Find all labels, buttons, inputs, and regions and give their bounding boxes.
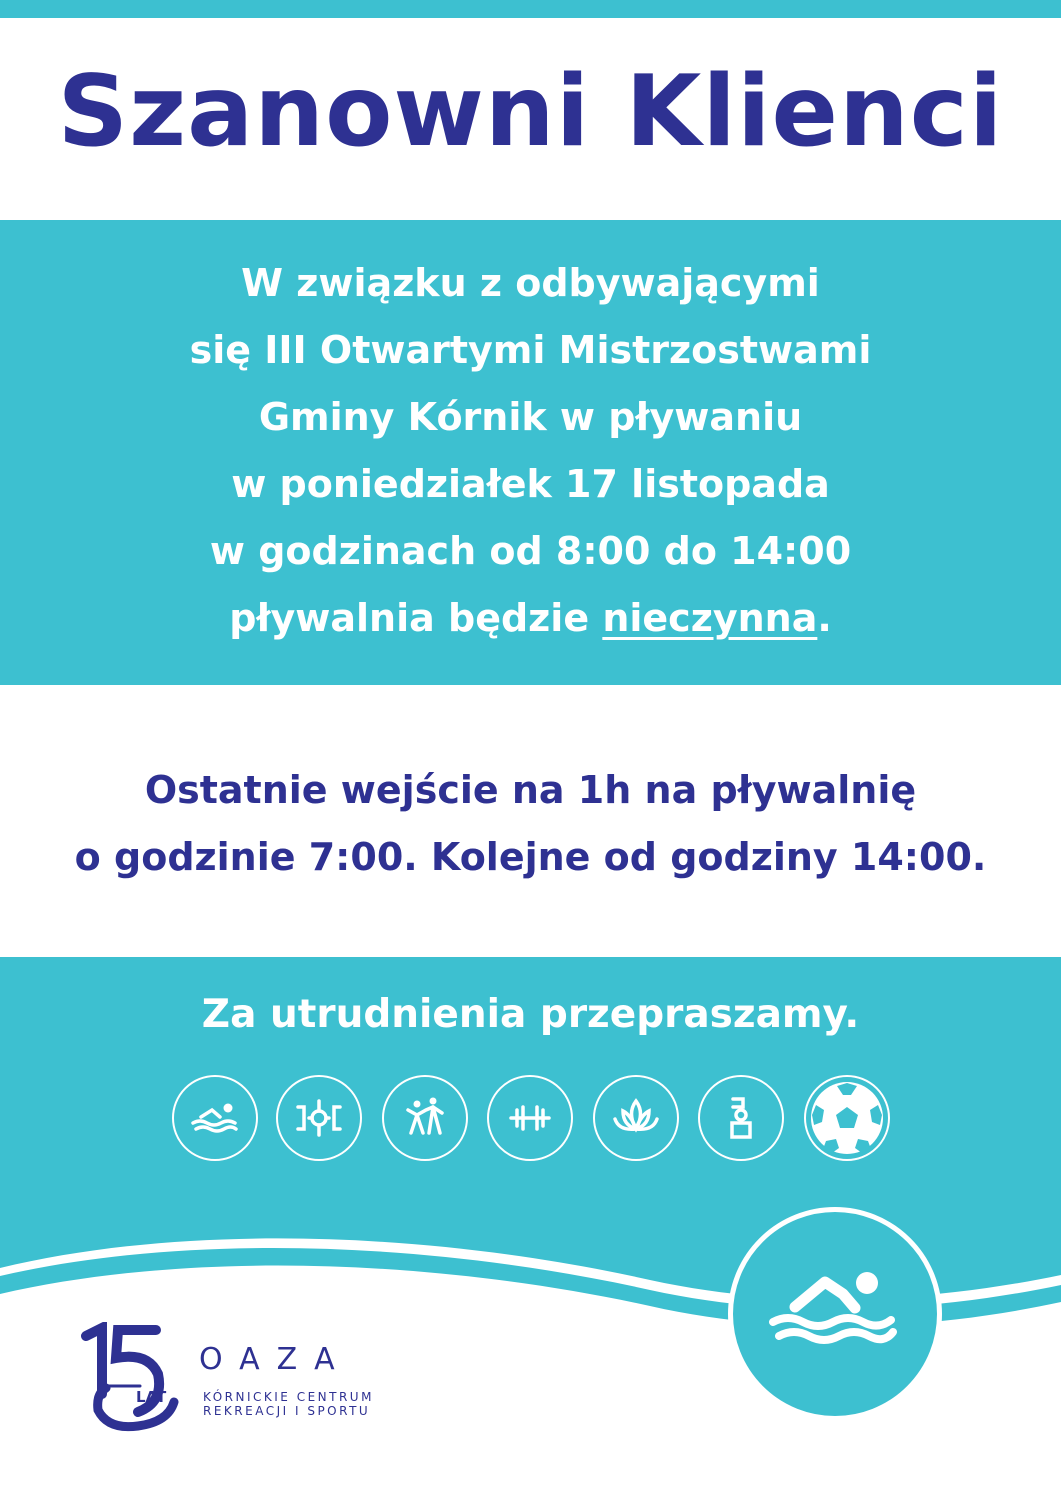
notice-closed-prefix: pływalnia będzie (229, 596, 603, 640)
dumbbell-icon (487, 1075, 573, 1161)
notice-line: w poniedziałek 17 listopada (231, 462, 830, 506)
soccer-ball-icon (804, 1075, 890, 1161)
logo-subtitle-line: REKREACJI I SPORTU (203, 1404, 371, 1418)
notice-line: w godzinach od 8:00 do 14:00 (209, 529, 852, 573)
apology-text: Za utrudnienia przepraszamy. (201, 992, 860, 1037)
logo-15-mark (78, 1322, 198, 1434)
swimming-icon (172, 1075, 258, 1161)
entry-line: Ostatnie wejście na 1h na pływalnię (144, 768, 917, 812)
logo-subtitle-line: KÓRNICKIE CENTRUM (203, 1390, 374, 1404)
entry-info (0, 757, 1061, 891)
swimmer-badge (728, 1207, 942, 1421)
page-title: Szanowni Klienci (57, 55, 1004, 169)
notice-line: się III Otwartymi Mistrzostwami (189, 328, 872, 372)
closure-notice (0, 250, 1061, 652)
logo-brand: OAZA (199, 1342, 352, 1377)
kids-play-icon (382, 1075, 468, 1161)
notice-line: W związku z odbywającymi (241, 261, 820, 305)
notice-line-closed (0, 585, 1061, 652)
notice-line: Gminy Kórnik w pływaniu (258, 395, 803, 439)
logo-subtitle (203, 1390, 374, 1418)
notice-closed-suffix: . (817, 596, 832, 640)
table-football-icon (276, 1075, 362, 1161)
top-accent-bar (0, 0, 1061, 18)
closed-emphasis: nieczynna (602, 596, 818, 640)
lotus-icon (593, 1075, 679, 1161)
logo-lat: LAT (136, 1388, 167, 1406)
bowling-icon (698, 1075, 784, 1161)
entry-line: o godzinie 7:00. Kolejne od godziny 14:00. (74, 835, 987, 879)
